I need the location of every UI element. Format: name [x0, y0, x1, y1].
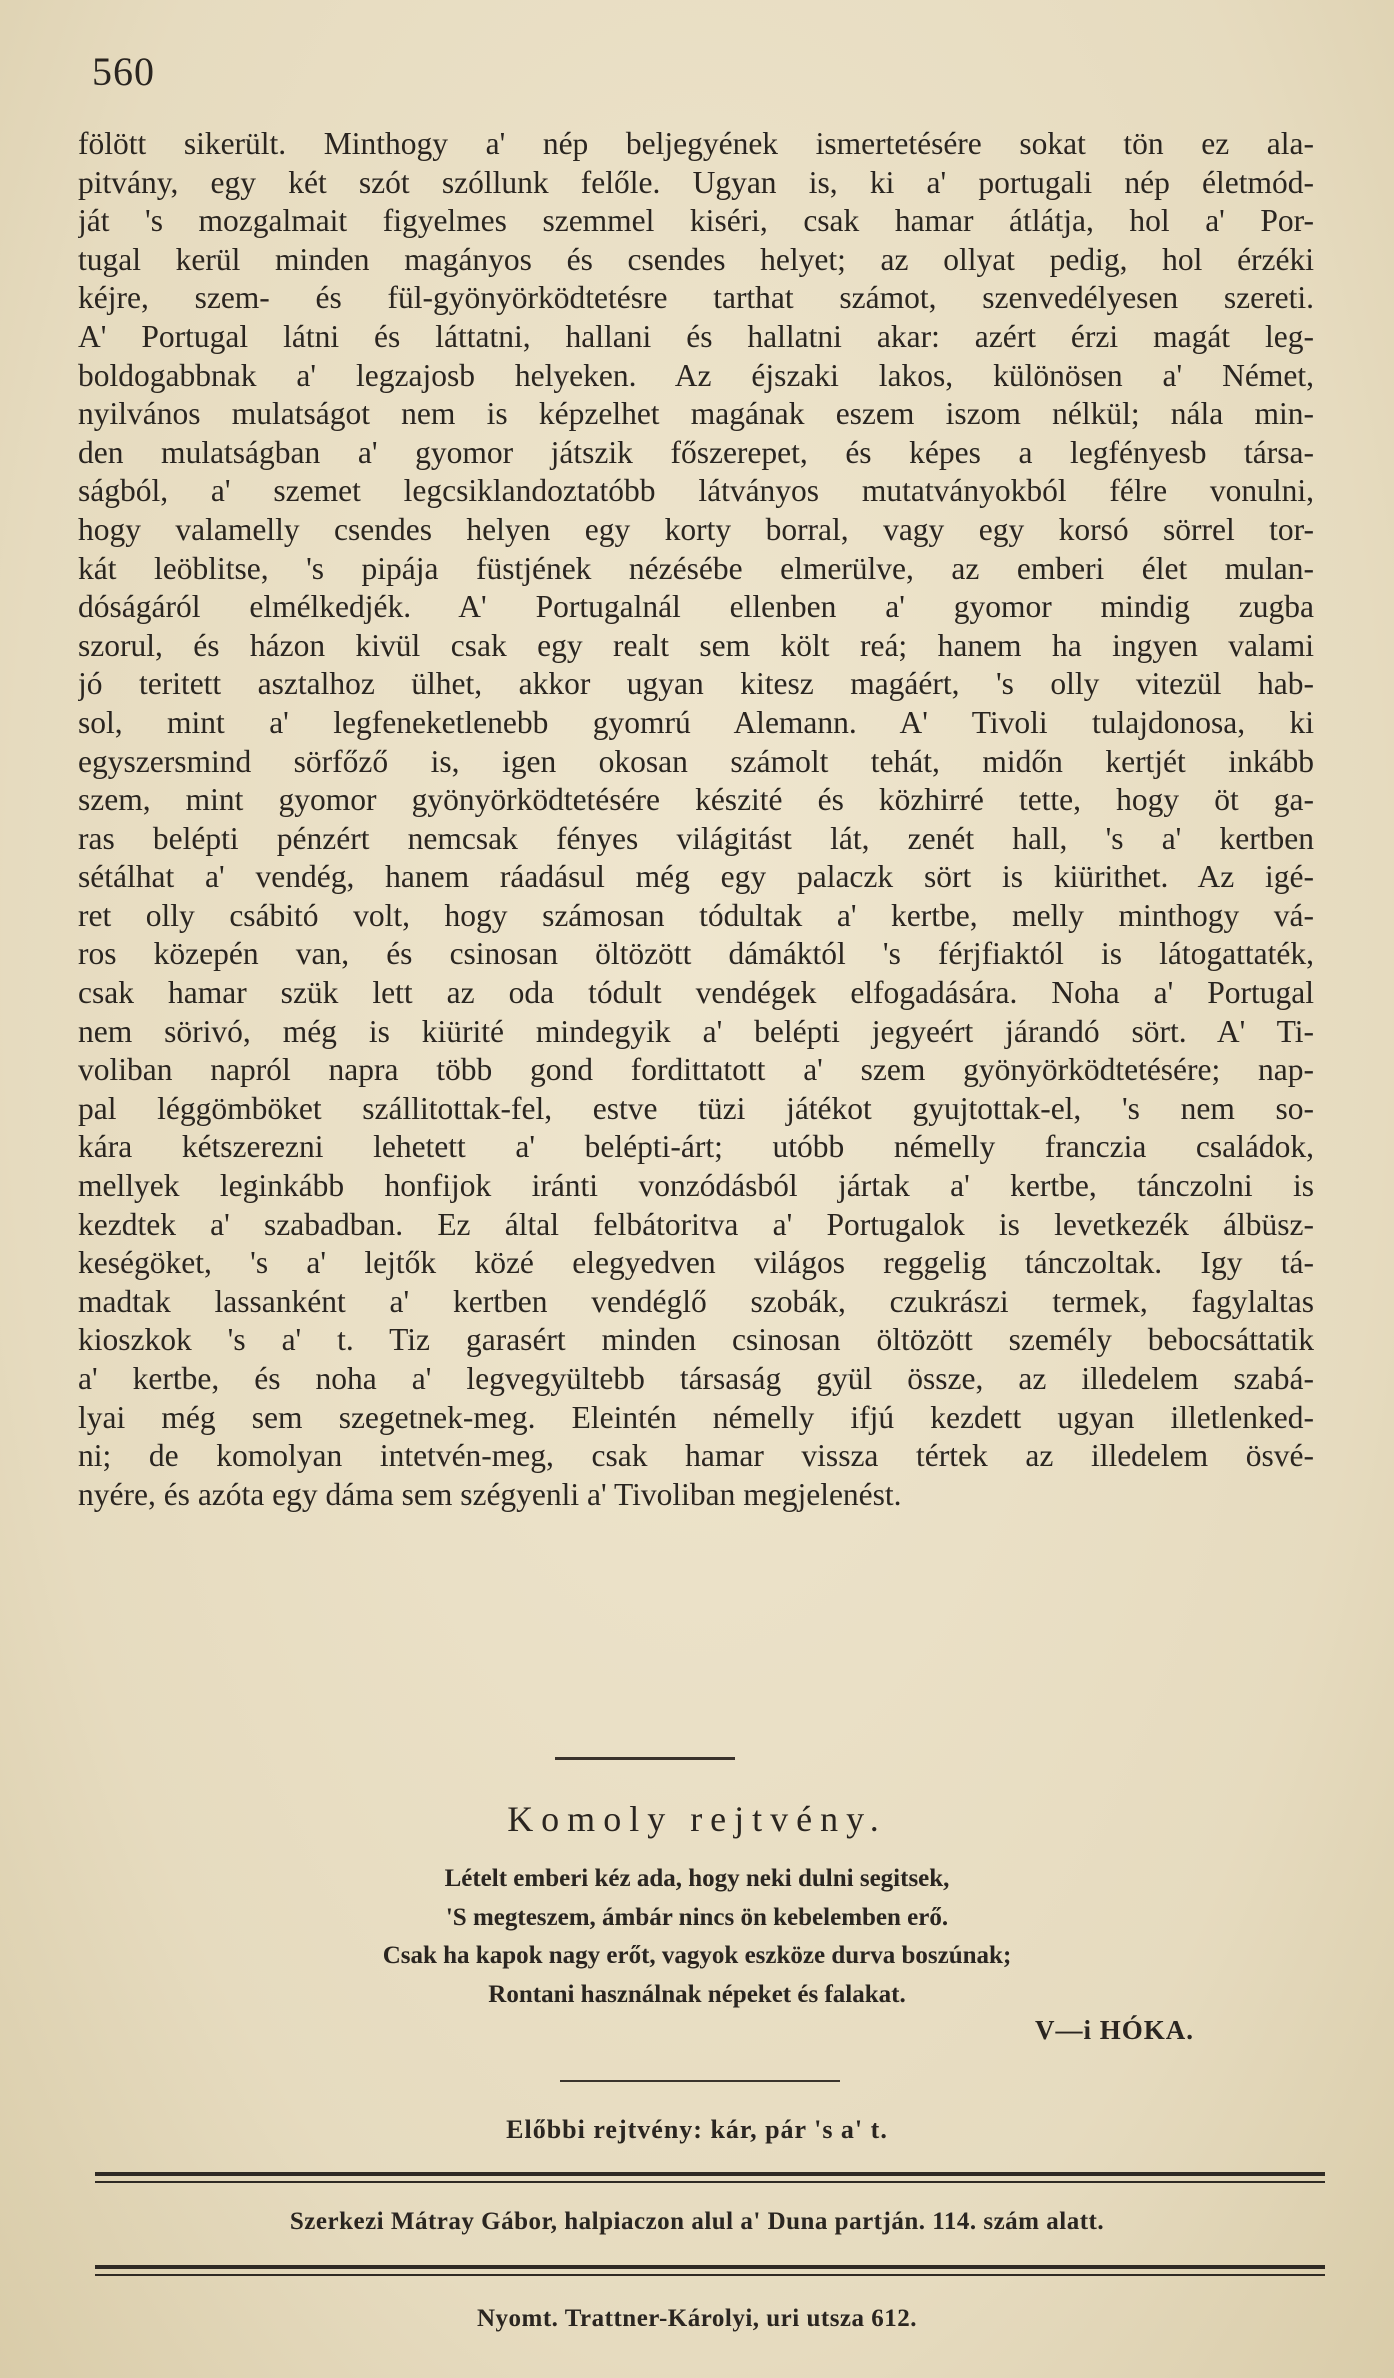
body-line: szorul, és házon kivül csak egy realt sem költ reá; hanem ha ingyen valami — [78, 627, 1314, 663]
body-line: kéjre, szem- és fül-gyönyörködtetésre tarthat számot, szenvedélyesen szereti. — [78, 280, 1314, 316]
poem-line: Rontani használnak népeket és falakat. — [488, 1980, 906, 2008]
body-line: kára kétszerezni lehetett a' belépti-árt; utóbb némelly franczia családok, — [78, 1129, 1314, 1165]
body-line: egyszersmind sörfőző is, igen okosan számolt tehát, midőn kertjét inkább — [78, 743, 1314, 779]
body-line: nyilvános mulatságot nem is képzelhet magának eszem iszom nélkül; nála min- — [78, 396, 1314, 432]
printer-line: Nyomt. Trattner-Károlyi, uri utsza 612. — [476, 2305, 918, 2332]
body-line: kát leöblitse, 's pipája füstjének nézésébe elmerülve, az emberi élet mulan- — [78, 550, 1314, 586]
body-line: boldogabbnak a' legzajosb helyeken. Az éjszaki lakos, különösen a' Német, — [78, 357, 1314, 393]
body-line: mellyek leginkább honfijok iránti vonzódásból jártak a' kertbe, tánczolni is — [78, 1168, 1314, 1204]
body-line: ni; de komolyan intetvén-meg, csak hamar vissza tértek az illedelem ösvé- — [78, 1438, 1314, 1474]
body-line: kezdtek a' szabadban. Ez által felbátoritva a' Portugalok is levetkezék álbüsz- — [78, 1206, 1314, 1242]
body-line: ras belépti pénzért nemcsak fényes világitást lát, zenét hall, 's a' kertben — [78, 820, 1314, 856]
puzzle-signature: V—i HÓKA. — [1034, 2015, 1194, 2045]
body-line: ságból, a' szemet legcsiklandoztatóbb látványos mutatványokból félre vonulni, — [78, 473, 1314, 509]
puzzle-poem — [0, 1860, 1394, 2014]
editor-line: Szerkezi Mátray Gábor, halpiaczon alul a' Duna partján. 114. szám alatt. — [289, 2208, 1105, 2235]
article-body — [78, 125, 1314, 1514]
body-line: nem sörivó, még is kiürité mindegyik a' belépti jegyeért járandó sört. A' Ti- — [78, 1013, 1314, 1049]
previous-solution: Előbbi rejtvény: kár, pár 's a' t. — [506, 2115, 888, 2144]
body-line: keségöket, 's a' lejtők közé elegyedven világos reggelig tánczoltak. Igy tá- — [78, 1245, 1314, 1281]
double-divider-top — [95, 2172, 1325, 2183]
body-line: ját 's mozgalmait figyelmes szemmel kiséri, csak hamar átlátja, hol a' Por- — [78, 203, 1314, 239]
body-line: ret olly csábitó volt, hogy számosan tódultak a' kertbe, melly minthogy vá- — [78, 897, 1314, 933]
body-line: csak hamar szük lett az oda tódult vendégek elfogadására. Noha a' Portugal — [78, 975, 1314, 1011]
body-line: szem, mint gyomor gyönyörködtetésére készité és közhirré tette, hogy öt ga- — [78, 782, 1314, 818]
body-line: dóságáról elmélkedjék. A' Portugalnál ellenben a' gyomor mindig zugba — [78, 589, 1314, 625]
body-line: nyére, és azóta egy dáma sem szégyenli a' Tivoliban megjelenést. — [78, 1476, 902, 1512]
puzzle-title: Komoly rejtvény. — [507, 1799, 887, 1839]
body-line: kioszkok 's a' t. Tiz garasért minden csinosan öltözött személy bebocsáttatik — [78, 1322, 1314, 1358]
body-line: tugal kerül minden magányos és csendes helyet; az ollyat pedig, hol érzéki — [78, 241, 1314, 277]
section-divider — [555, 1757, 735, 1760]
body-line: voliban napról napra több gond fordittatott a' szem gyönyörködtetésére; nap- — [78, 1052, 1314, 1088]
body-line: sol, mint a' legfeneketlenebb gyomrú Alemann. A' Tivoli tulajdonosa, ki — [78, 704, 1314, 740]
body-line: ros közepén van, és csinosan öltözött dámáktól 's férjfiaktól is látogattaték, — [78, 936, 1314, 972]
short-divider — [560, 2080, 840, 2082]
body-line: A' Portugal látni és láttatni, hallani és hallatni akar: azért érzi magát leg- — [78, 318, 1314, 354]
body-line: jó teritett asztalhoz ülhet, akkor ugyan kitesz magáért, 's olly vitezül hab- — [78, 666, 1314, 702]
double-divider-bottom — [95, 2265, 1325, 2276]
body-line: den mulatságban a' gyomor játszik főszerepet, és képes a legfényesb társa- — [78, 434, 1314, 470]
poem-line: Csak ha kapok nagy erőt, vagyok eszköze durva boszúnak; — [382, 1942, 1012, 1969]
body-line: a' kertbe, és noha a' legvegyültebb társaság gyül össze, az illedelem szabá- — [78, 1361, 1314, 1396]
page-number: 560 — [92, 49, 155, 94]
poem-line: 'S megteszem, ámbár nincs ön kebelemben erő. — [445, 1903, 949, 1931]
body-line: sétálhat a' vendég, hanem ráadásul még egy palaczk sört is kiürithet. Az igé- — [78, 859, 1314, 895]
body-line: fölött sikerült. Minthogy a' nép beljegyének ismertetésére sokat tön ez ala- — [78, 126, 1314, 161]
poem-line: Lételt emberi kéz ada, hogy neki dulni segitsek, — [444, 1865, 950, 1892]
body-line: lyai még sem szegetnek-meg. Eleintén némelly ifjú kezdett ugyan illetlenked- — [78, 1399, 1314, 1435]
body-line: pal léggömböket szállitottak-fel, estve tüzi játékot gyujtottak-el, 's nem so- — [78, 1090, 1314, 1126]
body-line: pitvány, egy két szót szóllunk felőle. Ugyan is, ki a' portugali nép életmód- — [78, 164, 1314, 200]
body-line: hogy valamelly csendes helyen egy korty borral, vagy egy korsó sörrel tor- — [78, 511, 1314, 547]
body-line: madtak lassanként a' kertben vendéglő szobák, czukrászi termek, fagylaltas — [78, 1283, 1314, 1319]
